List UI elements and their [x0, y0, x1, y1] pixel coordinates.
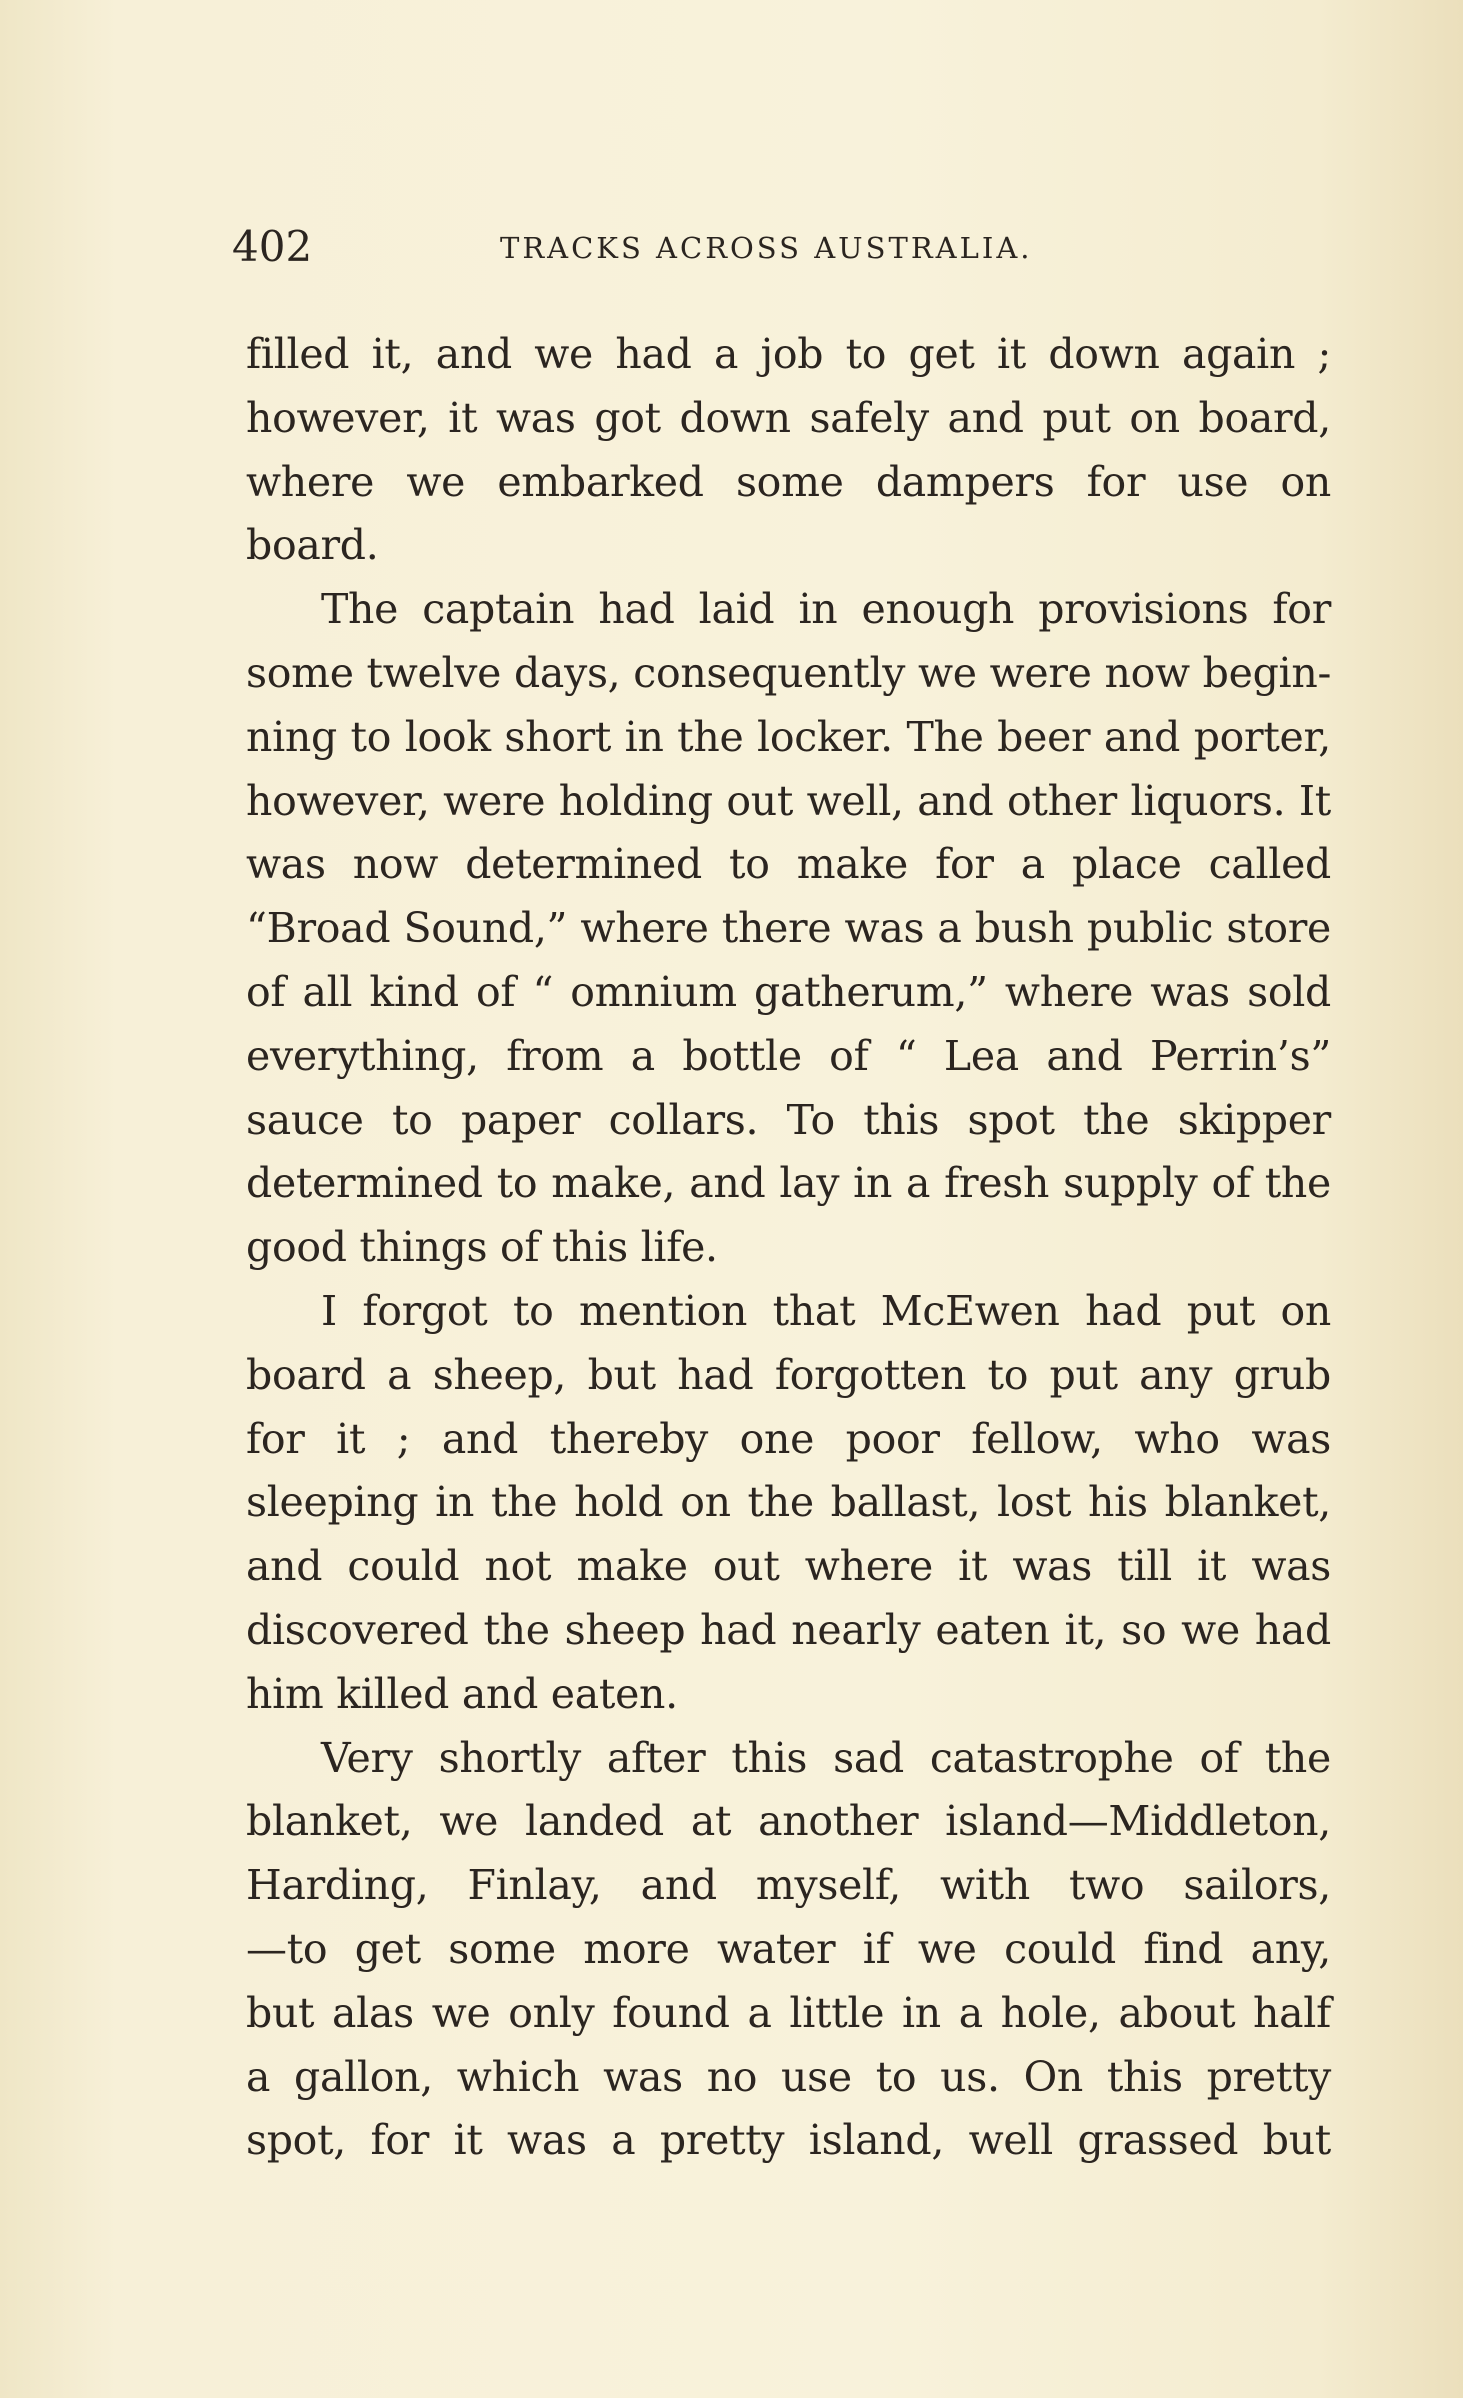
paragraph [246, 578, 1331, 1280]
text-line: however, it was got down safely and put on board, [246, 393, 1331, 442]
text-line: determined to make, and lay in a fresh supply of the [246, 1159, 1331, 1208]
paragraph [246, 323, 1331, 578]
text-line: good things of this life. [246, 1223, 718, 1272]
text-line: of all kind of “ omnium gatherum,” where was sold [246, 967, 1331, 1016]
text-line: board. [246, 521, 379, 570]
text-line: him killed and eaten. [246, 1669, 678, 1718]
page-number: 402 [232, 222, 313, 271]
text-line: for it ; and thereby one poor fellow, who was [246, 1414, 1331, 1463]
text-line: sauce to paper collars. To this spot the skipper [246, 1095, 1331, 1144]
text-line: Harding, Finlay, and myself, with two sailors, [246, 1861, 1331, 1910]
text-line: and could not make out where it was till it was [246, 1542, 1331, 1591]
running-title: TRACKS ACROSS AUSTRALIA. [500, 231, 1033, 265]
text-line: some twelve days, consequently we were now begin- [246, 648, 1331, 697]
text-line: The captain had laid in enough provisions for [321, 585, 1331, 634]
text-line: filled it, and we had a job to get it down again ; [246, 330, 1331, 378]
paragraph [246, 1280, 1331, 1727]
paragraph [246, 1727, 1331, 2174]
text-line: board a sheep, but had forgotten to put any grub [246, 1350, 1331, 1399]
text-line: —to get some more water if we could find any, [246, 1924, 1331, 1973]
text-line: Very shortly after this sad catastrophe of the [321, 1733, 1331, 1782]
body-text [246, 323, 1331, 2173]
text-line: a gallon, which was no use to us. On this pretty [246, 2052, 1331, 2101]
text-line: spot, for it was a pretty island, well grassed but [246, 2116, 1331, 2165]
text-line: sleeping in the hold on the ballast, lost his blanket, [246, 1478, 1331, 1527]
text-line: I forgot to mention that McEwen had put on [321, 1286, 1331, 1335]
text-line: was now determined to make for a place called [246, 840, 1331, 889]
text-line: ning to look short in the locker. The beer and porter, [246, 712, 1331, 761]
text-line: blanket, we landed at another island—Middleton, [246, 1797, 1331, 1846]
text-line: discovered the sheep had nearly eaten it, so we had [246, 1605, 1331, 1654]
text-line: “Broad Sound,” where there was a bush public store [246, 904, 1331, 953]
text-line: everything, from a bottle of “ Lea and Perrin’s” [246, 1031, 1331, 1080]
text-line: where we embarked some dampers for use on [246, 457, 1331, 506]
running-head [232, 222, 1232, 282]
text-line: however, were holding out well, and other liquors. It [246, 776, 1331, 825]
text-line: but alas we only found a little in a hole, about half [246, 1988, 1331, 2037]
